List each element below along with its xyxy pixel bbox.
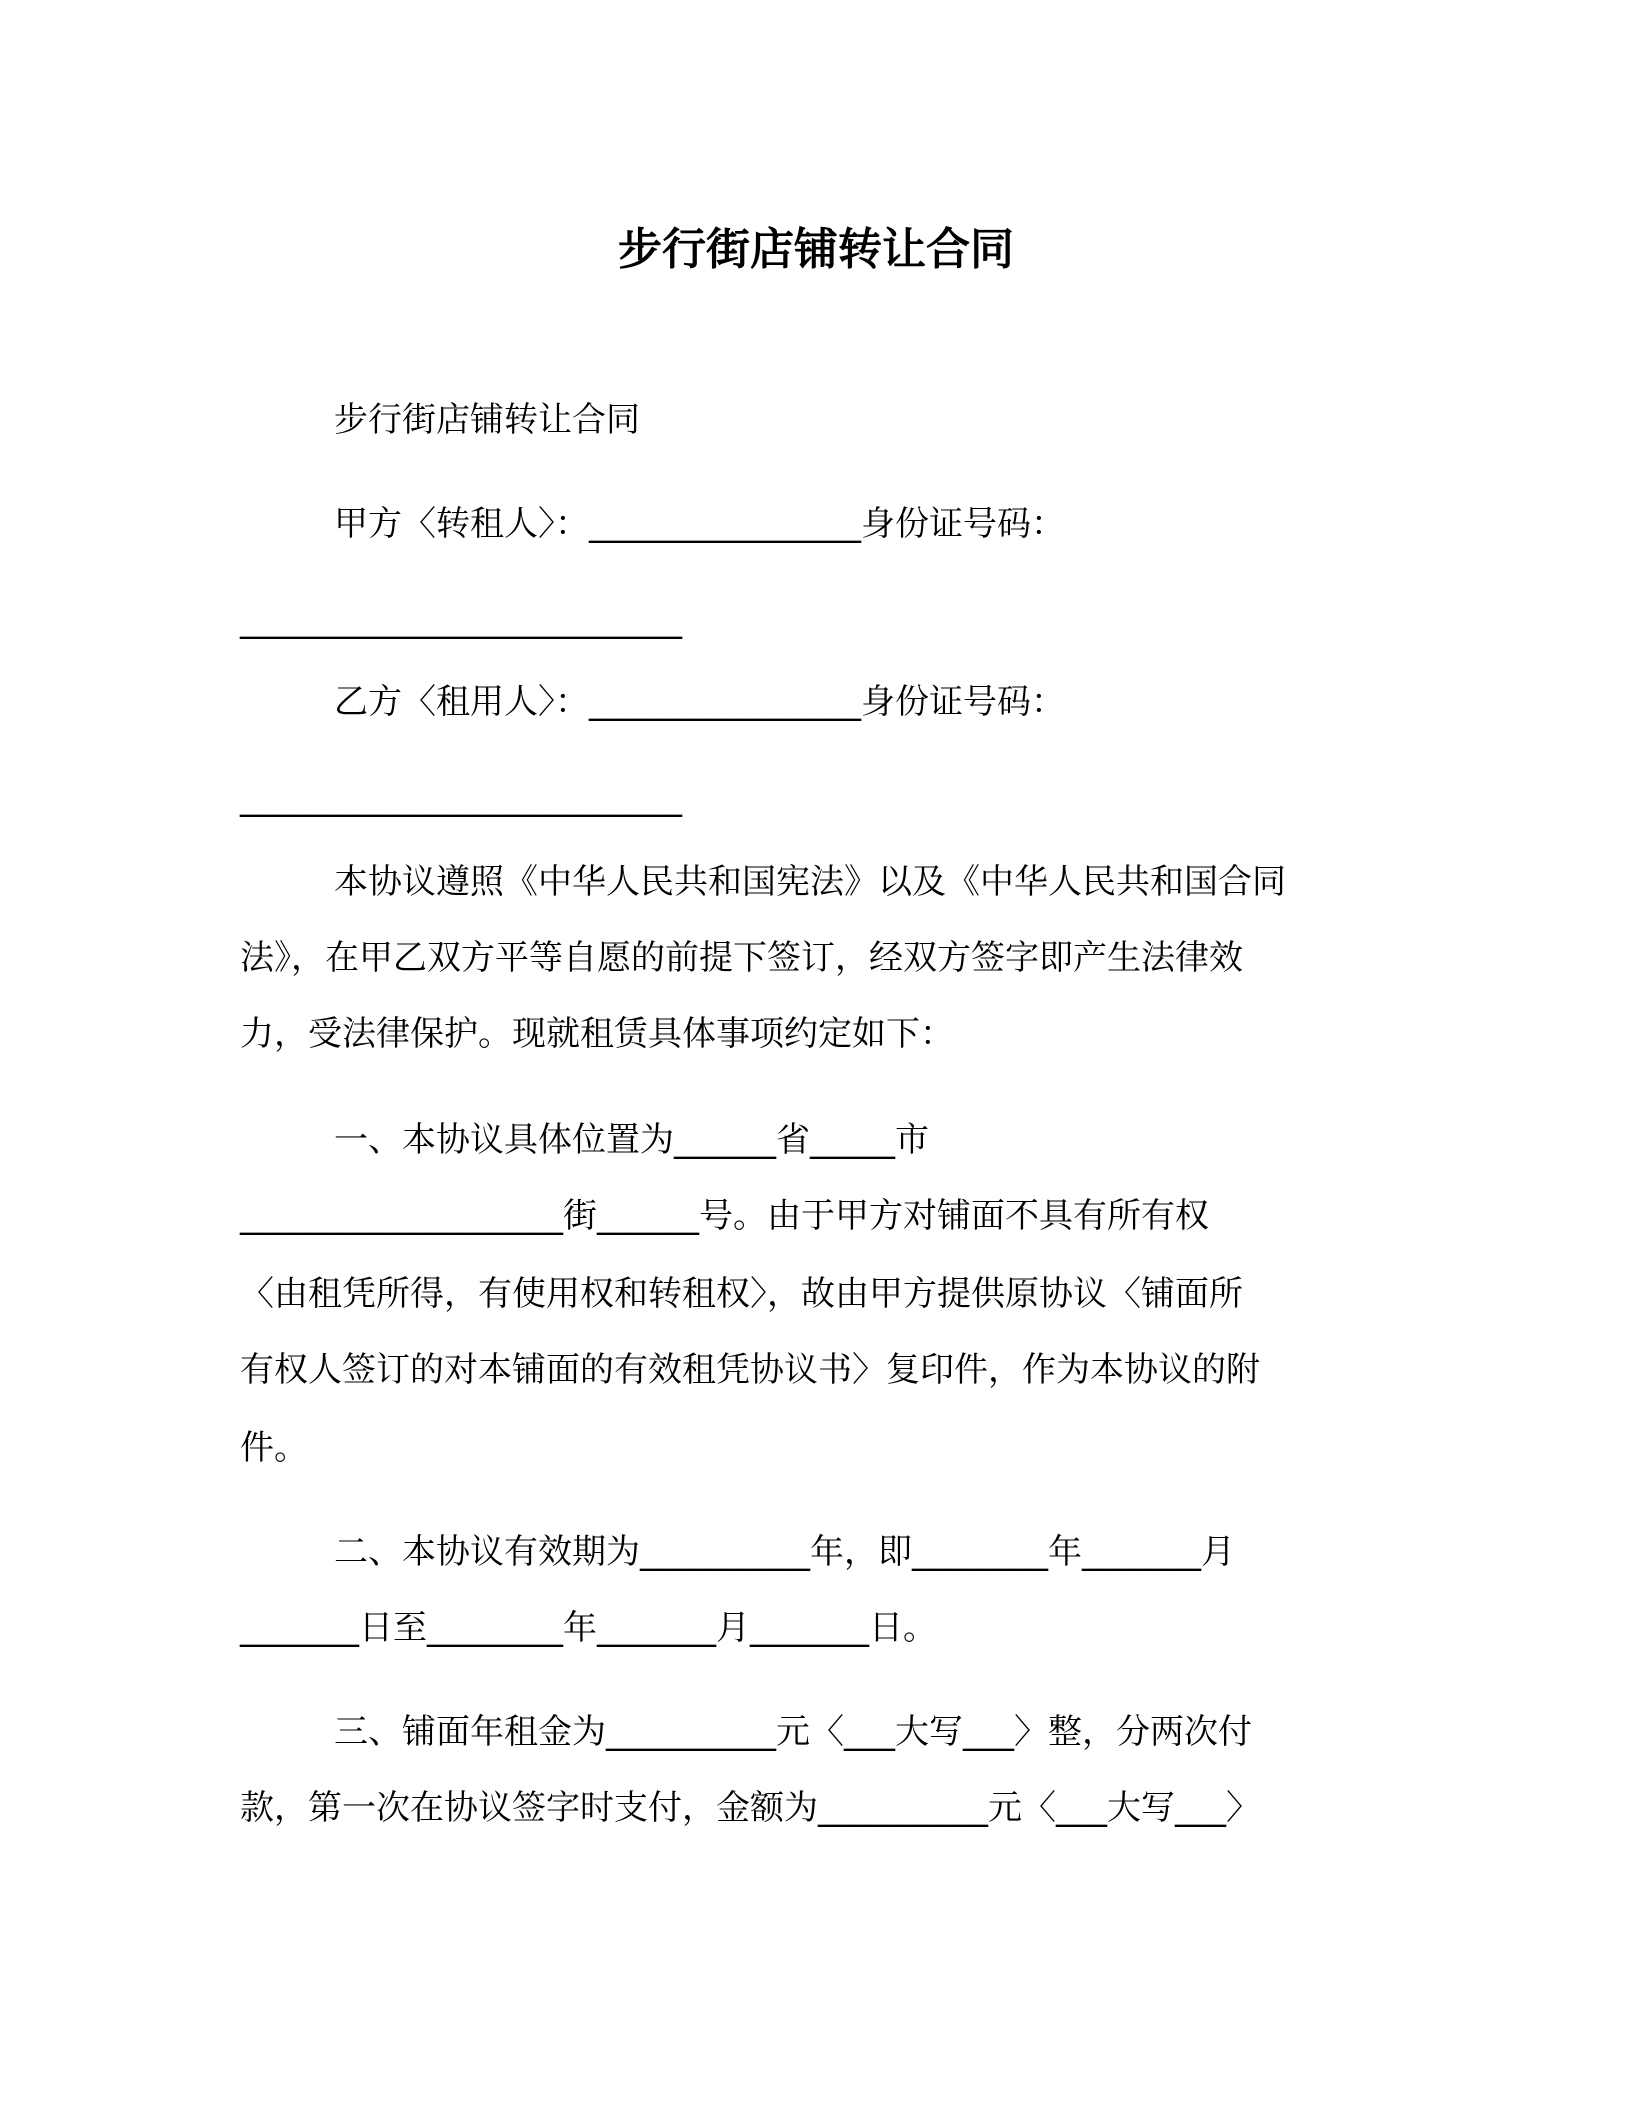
document-title: 步行街店铺转让合同	[618, 224, 1014, 275]
preamble-line-3: 力，受法律保护。现就租赁具体事项约定如下：	[240, 1014, 954, 1054]
clause-3-line-2: 款，第一次在协议签字时支付，金额为__________元〈___大写___〉	[240, 1788, 1260, 1828]
party-a-id-blank: __________________________	[240, 600, 682, 640]
preamble-line-2: 法》，在甲乙双方平等自愿的前提下签订，经双方签字即产生法律效	[240, 938, 1243, 978]
party-a-line: 甲方〈转租人〉：________________身份证号码：	[334, 504, 1065, 544]
clause-3-line-1: 三、铺面年租金为__________元〈___大写___〉整，分两次付	[334, 1712, 1252, 1752]
clause-2-line-1: 二、本协议有效期为__________年，即________年_______月	[334, 1532, 1235, 1572]
clause-1-line-1: 一、本协议具体位置为______省_____市	[334, 1120, 929, 1160]
preamble-line-1: 本协议遵照《中华人民共和国宪法》以及《中华人民共和国合同	[334, 862, 1286, 902]
party-b-line: 乙方〈租用人〉：________________身份证号码：	[334, 682, 1065, 722]
clause-1-line-4: 有权人签订的对本铺面的有效租凭协议书〉复印件，作为本协议的附	[240, 1350, 1260, 1390]
heading-line: 步行街店铺转让合同	[334, 400, 640, 440]
clause-1-line-5: 件。	[240, 1428, 308, 1468]
clause-1-line-2: ___________________街______号。由于甲方对铺面不具有所有权	[240, 1196, 1209, 1236]
party-b-id-blank: __________________________	[240, 778, 682, 818]
clause-1-line-3: 〈由租凭所得，有使用权和转租权〉，故由甲方提供原协议〈铺面所	[240, 1274, 1243, 1314]
clause-2-line-2: _______日至________年_______月_______日。	[240, 1608, 937, 1648]
